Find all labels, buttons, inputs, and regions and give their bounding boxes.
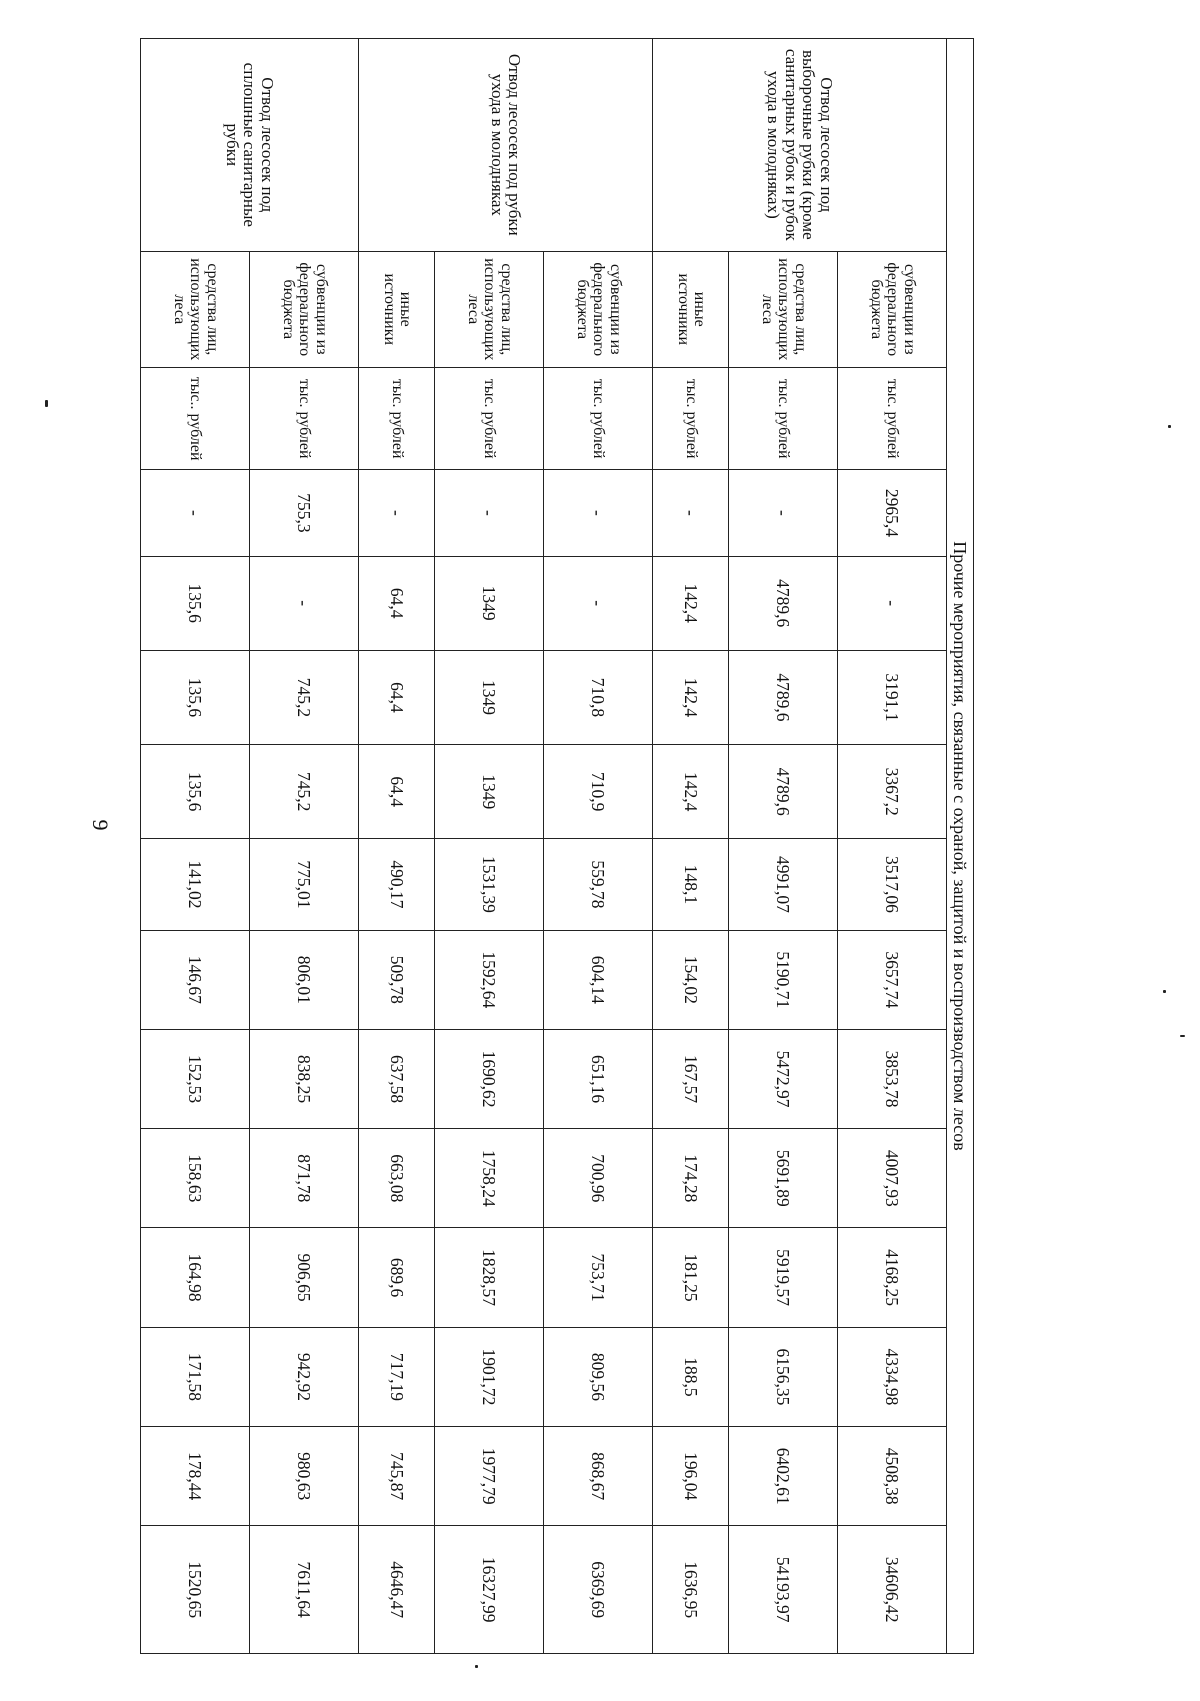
source-cell: иные источники — [653, 251, 729, 367]
total-cell: 7611,64 — [250, 1526, 359, 1654]
value-cell: 509,78 — [359, 930, 435, 1029]
category-cell: Отвод лесосек под сплошные санитарные рубки — [141, 39, 359, 252]
scan-speck — [475, 1665, 478, 1668]
value-cell: 154,02 — [653, 930, 729, 1029]
rotated-table-frame — [140, 38, 974, 1654]
value-cell: 753,71 — [544, 1228, 653, 1327]
value-cell: 148,1 — [653, 839, 729, 930]
value-cell: - — [435, 470, 544, 556]
value-cell: 142,4 — [653, 650, 729, 744]
value-cell: 1349 — [435, 650, 544, 744]
value-cell: 5691,89 — [729, 1129, 838, 1228]
section-row — [947, 39, 974, 1654]
value-cell: - — [544, 556, 653, 650]
total-cell: 4646,47 — [359, 1526, 435, 1654]
value-cell: 1349 — [435, 556, 544, 650]
unit-cell: тыс.. рублей — [141, 367, 250, 469]
value-cell: 2965,4 — [838, 470, 947, 556]
value-cell: - — [729, 470, 838, 556]
value-cell: 4168,25 — [838, 1228, 947, 1327]
scan-speck — [1168, 425, 1171, 428]
value-cell: 942,92 — [250, 1327, 359, 1426]
value-cell: 178,44 — [141, 1427, 250, 1526]
table-row — [544, 39, 653, 1654]
value-cell: 806,01 — [250, 930, 359, 1029]
scan-speck — [45, 400, 48, 407]
value-cell: 745,2 — [250, 745, 359, 839]
value-cell: 188,5 — [653, 1327, 729, 1426]
value-cell: 4007,93 — [838, 1129, 947, 1228]
value-cell: 1977,79 — [435, 1427, 544, 1526]
source-cell: средства лиц, использующих леса — [141, 251, 250, 367]
value-cell: 6402,61 — [729, 1427, 838, 1526]
value-cell: 3367,2 — [838, 745, 947, 839]
value-cell: 1592,64 — [435, 930, 544, 1029]
value-cell: 745,87 — [359, 1427, 435, 1526]
value-cell: 3191,1 — [838, 650, 947, 744]
total-cell: 54193,97 — [729, 1526, 838, 1654]
value-cell: 4789,6 — [729, 745, 838, 839]
value-cell: 871,78 — [250, 1129, 359, 1228]
value-cell: 6156,35 — [729, 1327, 838, 1426]
section-title: Прочие мероприятия, связанные с охраной, защитой и воспроизводством лесов — [947, 39, 974, 1654]
source-cell: субвенции из федерального бюджета — [838, 251, 947, 367]
value-cell: - — [141, 470, 250, 556]
value-cell: 164,98 — [141, 1228, 250, 1327]
total-cell: 6369,69 — [544, 1526, 653, 1654]
value-cell: 4789,6 — [729, 556, 838, 650]
value-cell: 5472,97 — [729, 1029, 838, 1128]
value-cell: 1531,39 — [435, 839, 544, 930]
value-cell: 710,8 — [544, 650, 653, 744]
scan-speck — [1180, 1035, 1185, 1037]
table-row — [838, 39, 947, 1654]
value-cell: 181,25 — [653, 1228, 729, 1327]
table-row — [250, 39, 359, 1654]
value-cell: 689,6 — [359, 1228, 435, 1327]
source-cell: иные источники — [359, 251, 435, 367]
total-cell: 1520,65 — [141, 1526, 250, 1654]
unit-cell: тыс. рублей — [729, 367, 838, 469]
category-cell: Отвод лесосек под выборочные рубки (кроме санитарных рубок и рубок ухода в молодняках) — [653, 39, 947, 252]
value-cell: 174,28 — [653, 1129, 729, 1228]
source-cell: средства лиц, использующих леса — [435, 251, 544, 367]
unit-cell: тыс. рублей — [435, 367, 544, 469]
value-cell: 745,2 — [250, 650, 359, 744]
value-cell: 3657,74 — [838, 930, 947, 1029]
value-cell: 158,63 — [141, 1129, 250, 1228]
value-cell: 4508,38 — [838, 1427, 947, 1526]
unit-cell: тыс. рублей — [838, 367, 947, 469]
unit-cell: тыс. рублей — [544, 367, 653, 469]
value-cell: 152,53 — [141, 1029, 250, 1128]
value-cell: 1349 — [435, 745, 544, 839]
value-cell: 559,78 — [544, 839, 653, 930]
budget-table — [140, 38, 974, 1654]
value-cell: - — [838, 556, 947, 650]
scan-speck — [1163, 990, 1166, 993]
value-cell: 710,9 — [544, 745, 653, 839]
value-cell: 141,02 — [141, 839, 250, 930]
value-cell: 700,96 — [544, 1129, 653, 1228]
value-cell: 135,6 — [141, 556, 250, 650]
value-cell: 906,65 — [250, 1228, 359, 1327]
unit-cell: тыс. рублей — [653, 367, 729, 469]
value-cell: 809,56 — [544, 1327, 653, 1426]
value-cell: 1758,24 — [435, 1129, 544, 1228]
value-cell: 663,08 — [359, 1129, 435, 1228]
table-row — [653, 39, 729, 1654]
value-cell: 755,3 — [250, 470, 359, 556]
source-cell: субвенции из федерального бюджета — [544, 251, 653, 367]
table-row — [359, 39, 435, 1654]
value-cell: 838,25 — [250, 1029, 359, 1128]
value-cell: 775,01 — [250, 839, 359, 930]
value-cell: 146,67 — [141, 930, 250, 1029]
source-cell: субвенции из федерального бюджета — [250, 251, 359, 367]
value-cell: 4789,6 — [729, 650, 838, 744]
value-cell: 4334,98 — [838, 1327, 947, 1426]
total-cell: 1636,95 — [653, 1526, 729, 1654]
source-cell: средства лиц, использующих леса — [729, 251, 838, 367]
value-cell: 3517,06 — [838, 839, 947, 930]
table-row — [729, 39, 838, 1654]
value-cell: - — [359, 470, 435, 556]
value-cell: 64,4 — [359, 650, 435, 744]
value-cell: - — [250, 556, 359, 650]
value-cell: 64,4 — [359, 745, 435, 839]
value-cell: 868,67 — [544, 1427, 653, 1526]
value-cell: - — [544, 470, 653, 556]
value-cell: 5919,57 — [729, 1228, 838, 1327]
total-cell: 34606,42 — [838, 1526, 947, 1654]
value-cell: 64,4 — [359, 556, 435, 650]
value-cell: 135,6 — [141, 745, 250, 839]
value-cell: 196,04 — [653, 1427, 729, 1526]
category-cell: Отвод лесосек под рубки ухода в молодняках — [359, 39, 653, 252]
table-row — [141, 39, 250, 1654]
page-number: 9 — [88, 819, 113, 831]
value-cell: 717,19 — [359, 1327, 435, 1426]
unit-cell: тыс. рублей — [359, 367, 435, 469]
value-cell: - — [653, 470, 729, 556]
value-cell: 3853,78 — [838, 1029, 947, 1128]
value-cell: 5190,71 — [729, 930, 838, 1029]
table-row — [435, 39, 544, 1654]
value-cell: 171,58 — [141, 1327, 250, 1426]
value-cell: 1828,57 — [435, 1228, 544, 1327]
value-cell: 167,57 — [653, 1029, 729, 1128]
value-cell: 490,17 — [359, 839, 435, 930]
value-cell: 1901,72 — [435, 1327, 544, 1426]
value-cell: 135,6 — [141, 650, 250, 744]
value-cell: 142,4 — [653, 556, 729, 650]
unit-cell: тыс. рублей — [250, 367, 359, 469]
value-cell: 4991,07 — [729, 839, 838, 930]
value-cell: 142,4 — [653, 745, 729, 839]
value-cell: 1690,62 — [435, 1029, 544, 1128]
value-cell: 651,16 — [544, 1029, 653, 1128]
value-cell: 980,63 — [250, 1427, 359, 1526]
value-cell: 604,14 — [544, 930, 653, 1029]
value-cell: 637,58 — [359, 1029, 435, 1128]
total-cell: 16327,99 — [435, 1526, 544, 1654]
